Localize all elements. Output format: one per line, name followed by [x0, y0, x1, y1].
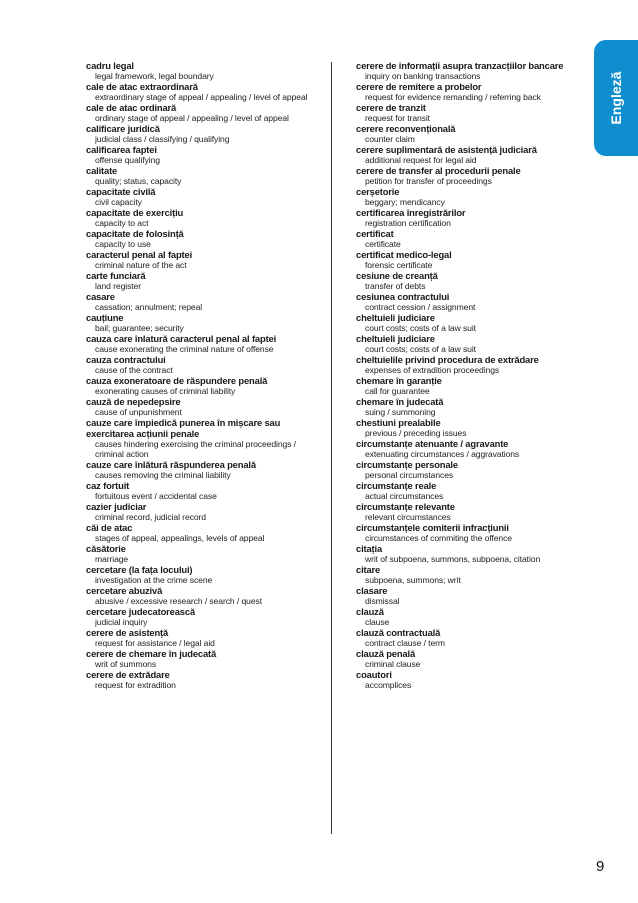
glossary-translation: expenses of extradition proceedings: [365, 365, 500, 375]
glossary-translation: judicial inquiry: [95, 617, 148, 627]
glossary-entry: [356, 228, 588, 249]
column-divider: [331, 62, 332, 834]
glossary-term: calificare juridică: [86, 123, 160, 134]
glossary-translation: stages of appeal, appealings, levels of appeal: [95, 533, 265, 543]
glossary-entry: [356, 102, 588, 123]
glossary-translation: offense qualifying: [95, 155, 160, 165]
glossary-translation: civil capacity: [95, 197, 142, 207]
glossary-translation: court costs; costs of a law suit: [365, 344, 476, 354]
glossary-entry: [86, 144, 326, 165]
glossary-translation: cause of the contract: [95, 365, 173, 375]
glossary-term: clauză contractuală: [356, 627, 441, 638]
glossary-entry: [86, 186, 326, 207]
glossary-translation: land register: [95, 281, 141, 291]
glossary-term: circumstanțe atenuante / agravante: [356, 438, 509, 449]
glossary-term: cauza care înlatură caracterul penal al faptei: [86, 333, 277, 344]
glossary-entry: [86, 543, 326, 564]
glossary-term: cerere de asistență: [86, 627, 169, 638]
glossary-translation: judicial class / classifying / qualifying: [95, 134, 230, 144]
glossary-translation: court costs; costs of a law suit: [365, 323, 476, 333]
glossary-term: chestiuni prealabile: [356, 417, 441, 428]
glossary-entry: [356, 522, 588, 543]
glossary-translation: causes removing the criminal liability: [95, 470, 231, 480]
glossary-translation: causes hindering exercising the criminal proceedings / criminal action: [95, 439, 296, 459]
glossary-term: cauză de nepedepsire: [86, 396, 181, 407]
language-tab-label: Engleză: [608, 71, 624, 125]
glossary-entry: [356, 291, 588, 312]
glossary-term: calitate: [86, 165, 118, 176]
glossary-term: capacitate civilă: [86, 186, 156, 197]
glossary-entry: [86, 396, 326, 417]
glossary-entry: [356, 375, 588, 396]
glossary-translation: request for extradition: [95, 680, 176, 690]
glossary-translation: cause exonerating the criminal nature of offense: [95, 344, 274, 354]
glossary-translation: relevant circumstances: [365, 512, 451, 522]
glossary-entry: [86, 102, 326, 123]
glossary-term: clauză penală: [356, 648, 416, 659]
glossary-entry: [356, 648, 588, 669]
glossary-entry: [86, 501, 326, 522]
glossary-term: căi de atac: [86, 522, 133, 533]
glossary-entry: [356, 438, 588, 459]
glossary-translation: cause of unpunishment: [95, 407, 182, 417]
glossary-entry: [356, 480, 588, 501]
glossary-term: certificat: [356, 228, 394, 239]
glossary-translation: registration certification: [365, 218, 451, 228]
glossary-translation: criminal nature of the act: [95, 260, 187, 270]
glossary-entry: [86, 207, 326, 228]
glossary-translation: circumstances of commiting the offence: [365, 533, 512, 543]
glossary-translation: request for evidence remanding / referring back: [365, 92, 541, 102]
glossary-term: circumstanțe reale: [356, 480, 437, 491]
glossary-translation: additional request for legal aid: [365, 155, 477, 165]
glossary-term: cesiune de creanță: [356, 270, 438, 281]
glossary-term: citația: [356, 543, 383, 554]
glossary-term: coautori: [356, 669, 392, 680]
glossary-term: cerere de transfer al procedurii penale: [356, 165, 521, 176]
glossary-translation: criminal record, judicial record: [95, 512, 206, 522]
glossary-translation: suing / summoning: [365, 407, 436, 417]
glossary-entry: [356, 333, 588, 354]
glossary-entry: [86, 354, 326, 375]
glossary-term: cercetare (la fața locului): [86, 564, 193, 575]
glossary-term: clasare: [356, 585, 388, 596]
glossary-entry: [86, 375, 326, 396]
glossary-translation: contract cession / assignment: [365, 302, 476, 312]
glossary-entry: [86, 270, 326, 291]
glossary-entry: [356, 501, 588, 522]
glossary-entry: [86, 648, 326, 669]
glossary-translation: request for transit: [365, 113, 430, 123]
glossary-translation: marriage: [95, 554, 129, 564]
glossary-entry: [356, 81, 588, 102]
glossary-term: cercetare abuzivă: [86, 585, 163, 596]
glossary-entry: [86, 564, 326, 585]
glossary-entry: [356, 123, 588, 144]
glossary-translation: personal circumstances: [365, 470, 454, 480]
glossary-translation: ordinary stage of appeal / appealing / level of appeal: [95, 113, 289, 123]
glossary-entry: [86, 627, 326, 648]
glossary-translation: previous / preceding issues: [365, 428, 467, 438]
glossary-entry: [356, 585, 588, 606]
glossary-entry: [356, 207, 588, 228]
glossary-entry: [356, 417, 588, 438]
glossary-term: cauza contractului: [86, 354, 166, 365]
glossary-translation: actual circumstances: [365, 491, 444, 501]
glossary-term: casare: [86, 291, 115, 302]
glossary-term: capacitate de exercițiu: [86, 207, 184, 218]
glossary-entry: [86, 249, 326, 270]
glossary-term: cale de atac ordinară: [86, 102, 177, 113]
glossary-translation: request for assistance / legal aid: [95, 638, 215, 648]
glossary-column-left: [86, 60, 326, 690]
glossary-translation: dismissal: [365, 596, 400, 606]
glossary-translation: capacity to act: [95, 218, 149, 228]
glossary-term: calificarea faptei: [86, 144, 157, 155]
glossary-term: citare: [356, 564, 381, 575]
glossary-translation: writ of subpoena, summons, subpoena, citation: [365, 554, 541, 564]
glossary-term: cauze care împiedică punerea în mișcare sau exercitarea acțiunii penale: [86, 417, 281, 439]
glossary-term: cerere de extrădare: [86, 669, 170, 680]
glossary-term: cerere de tranzit: [356, 102, 426, 113]
glossary-translation: counter claim: [365, 134, 415, 144]
glossary-translation: legal framework, legal boundary: [95, 71, 214, 81]
glossary-entry: [86, 312, 326, 333]
glossary-translation: fortuitous event / accidental case: [95, 491, 217, 501]
glossary-term: capacitate de folosință: [86, 228, 184, 239]
glossary-column-right: [356, 60, 588, 690]
glossary-translation: accomplices: [365, 680, 412, 690]
glossary-term: cerșetorie: [356, 186, 400, 197]
language-tab: [594, 40, 638, 156]
glossary-term: cerere de chemare în judecată: [86, 648, 217, 659]
glossary-term: circumstanțele comiterii infracțiunii: [356, 522, 509, 533]
glossary-entry: [356, 669, 588, 690]
glossary-translation: exonerating causes of criminal liability: [95, 386, 236, 396]
glossary-translation: abusive / excessive research / search / quest: [95, 596, 262, 606]
glossary-term: caz fortuit: [86, 480, 130, 491]
glossary-term: cauza exoneratoare de răspundere penală: [86, 375, 268, 386]
glossary-term: cadru legal: [86, 60, 134, 71]
glossary-entry: [86, 669, 326, 690]
glossary-entry: [86, 606, 326, 627]
glossary-entry: [86, 165, 326, 186]
glossary-entry: [356, 60, 588, 81]
glossary-term: circumstanțe relevante: [356, 501, 455, 512]
glossary-translation: quality; status, capacity: [95, 176, 182, 186]
glossary-entry: [356, 564, 588, 585]
glossary-translation: certificate: [365, 239, 401, 249]
glossary-translation: petition for transfer of proceedings: [365, 176, 492, 186]
glossary-term: căsătorie: [86, 543, 126, 554]
glossary-entry: [86, 459, 326, 480]
glossary-entry: [86, 228, 326, 249]
glossary-translation: inquiry on banking transactions: [365, 71, 481, 81]
glossary-entry: [356, 144, 588, 165]
glossary-entry: [86, 480, 326, 501]
glossary-entry: [86, 522, 326, 543]
glossary-term: cesiunea contractului: [356, 291, 450, 302]
glossary-entry: [356, 627, 588, 648]
glossary-entry: [86, 333, 326, 354]
glossary-term: cheltuielile privind procedura de extrădare: [356, 354, 539, 365]
glossary-term: circumstanțe personale: [356, 459, 458, 470]
glossary-entry: [86, 81, 326, 102]
page-number: 9: [596, 858, 605, 875]
glossary-term: chemare în garanție: [356, 375, 442, 386]
glossary-translation: investigation at the crime scene: [95, 575, 213, 585]
glossary-term: cazier judiciar: [86, 501, 147, 512]
glossary-translation: extenuating circumstances / aggravations: [365, 449, 520, 459]
glossary-term: cheltuieli judiciare: [356, 333, 435, 344]
glossary-term: cauze care înlătură răspunderea penală: [86, 459, 256, 470]
glossary-term: caracterul penal al faptei: [86, 249, 193, 260]
glossary-entry: [356, 606, 588, 627]
glossary-entry: [86, 123, 326, 144]
glossary-entry: [86, 417, 326, 459]
glossary-entry: [86, 585, 326, 606]
glossary-translation: subpoena, summons; writ: [365, 575, 461, 585]
glossary-term: clauză: [356, 606, 384, 617]
glossary-entry: [356, 354, 588, 375]
glossary-term: certificarea înregistrărilor: [356, 207, 466, 218]
glossary-translation: forensic certificate: [365, 260, 433, 270]
glossary-term: cale de atac extraordinară: [86, 81, 198, 92]
glossary-translation: call for guarantee: [365, 386, 430, 396]
glossary-translation: bail; guarantee; security: [95, 323, 184, 333]
glossary-translation: transfer of debts: [365, 281, 426, 291]
glossary-term: cerere de informații asupra tranzacțiilor bancare: [356, 60, 564, 71]
glossary-term: cauțiune: [86, 312, 124, 323]
glossary-entry: [356, 312, 588, 333]
glossary-translation: cassation; annulment; repeal: [95, 302, 203, 312]
glossary-entry: [356, 396, 588, 417]
glossary-entry: [86, 291, 326, 312]
glossary-translation: criminal clause: [365, 659, 421, 669]
glossary-translation: capacity to use: [95, 239, 151, 249]
glossary-entry: [356, 270, 588, 291]
glossary-term: cercetare judecatorească: [86, 606, 195, 617]
glossary-entry: [86, 60, 326, 81]
glossary-entry: [356, 186, 588, 207]
glossary-entry: [356, 249, 588, 270]
glossary-entry: [356, 165, 588, 186]
glossary-translation: extraordinary stage of appeal / appealing / level of appeal: [95, 92, 308, 102]
glossary-translation: contract clause / term: [365, 638, 445, 648]
glossary-term: carte funciară: [86, 270, 146, 281]
glossary-term: cheltuieli judiciare: [356, 312, 435, 323]
glossary-translation: beggary; mendicancy: [365, 197, 445, 207]
glossary-entry: [356, 459, 588, 480]
glossary-term: cerere de remitere a probelor: [356, 81, 482, 92]
glossary-term: cerere reconvențională: [356, 123, 456, 134]
glossary-translation: writ of summons: [95, 659, 157, 669]
glossary-translation: clause: [365, 617, 390, 627]
glossary-entry: [356, 543, 588, 564]
glossary-term: chemare în judecată: [356, 396, 444, 407]
glossary-term: certificat medico-legal: [356, 249, 452, 260]
glossary-term: cerere suplimentară de asistență judiciară: [356, 144, 537, 155]
